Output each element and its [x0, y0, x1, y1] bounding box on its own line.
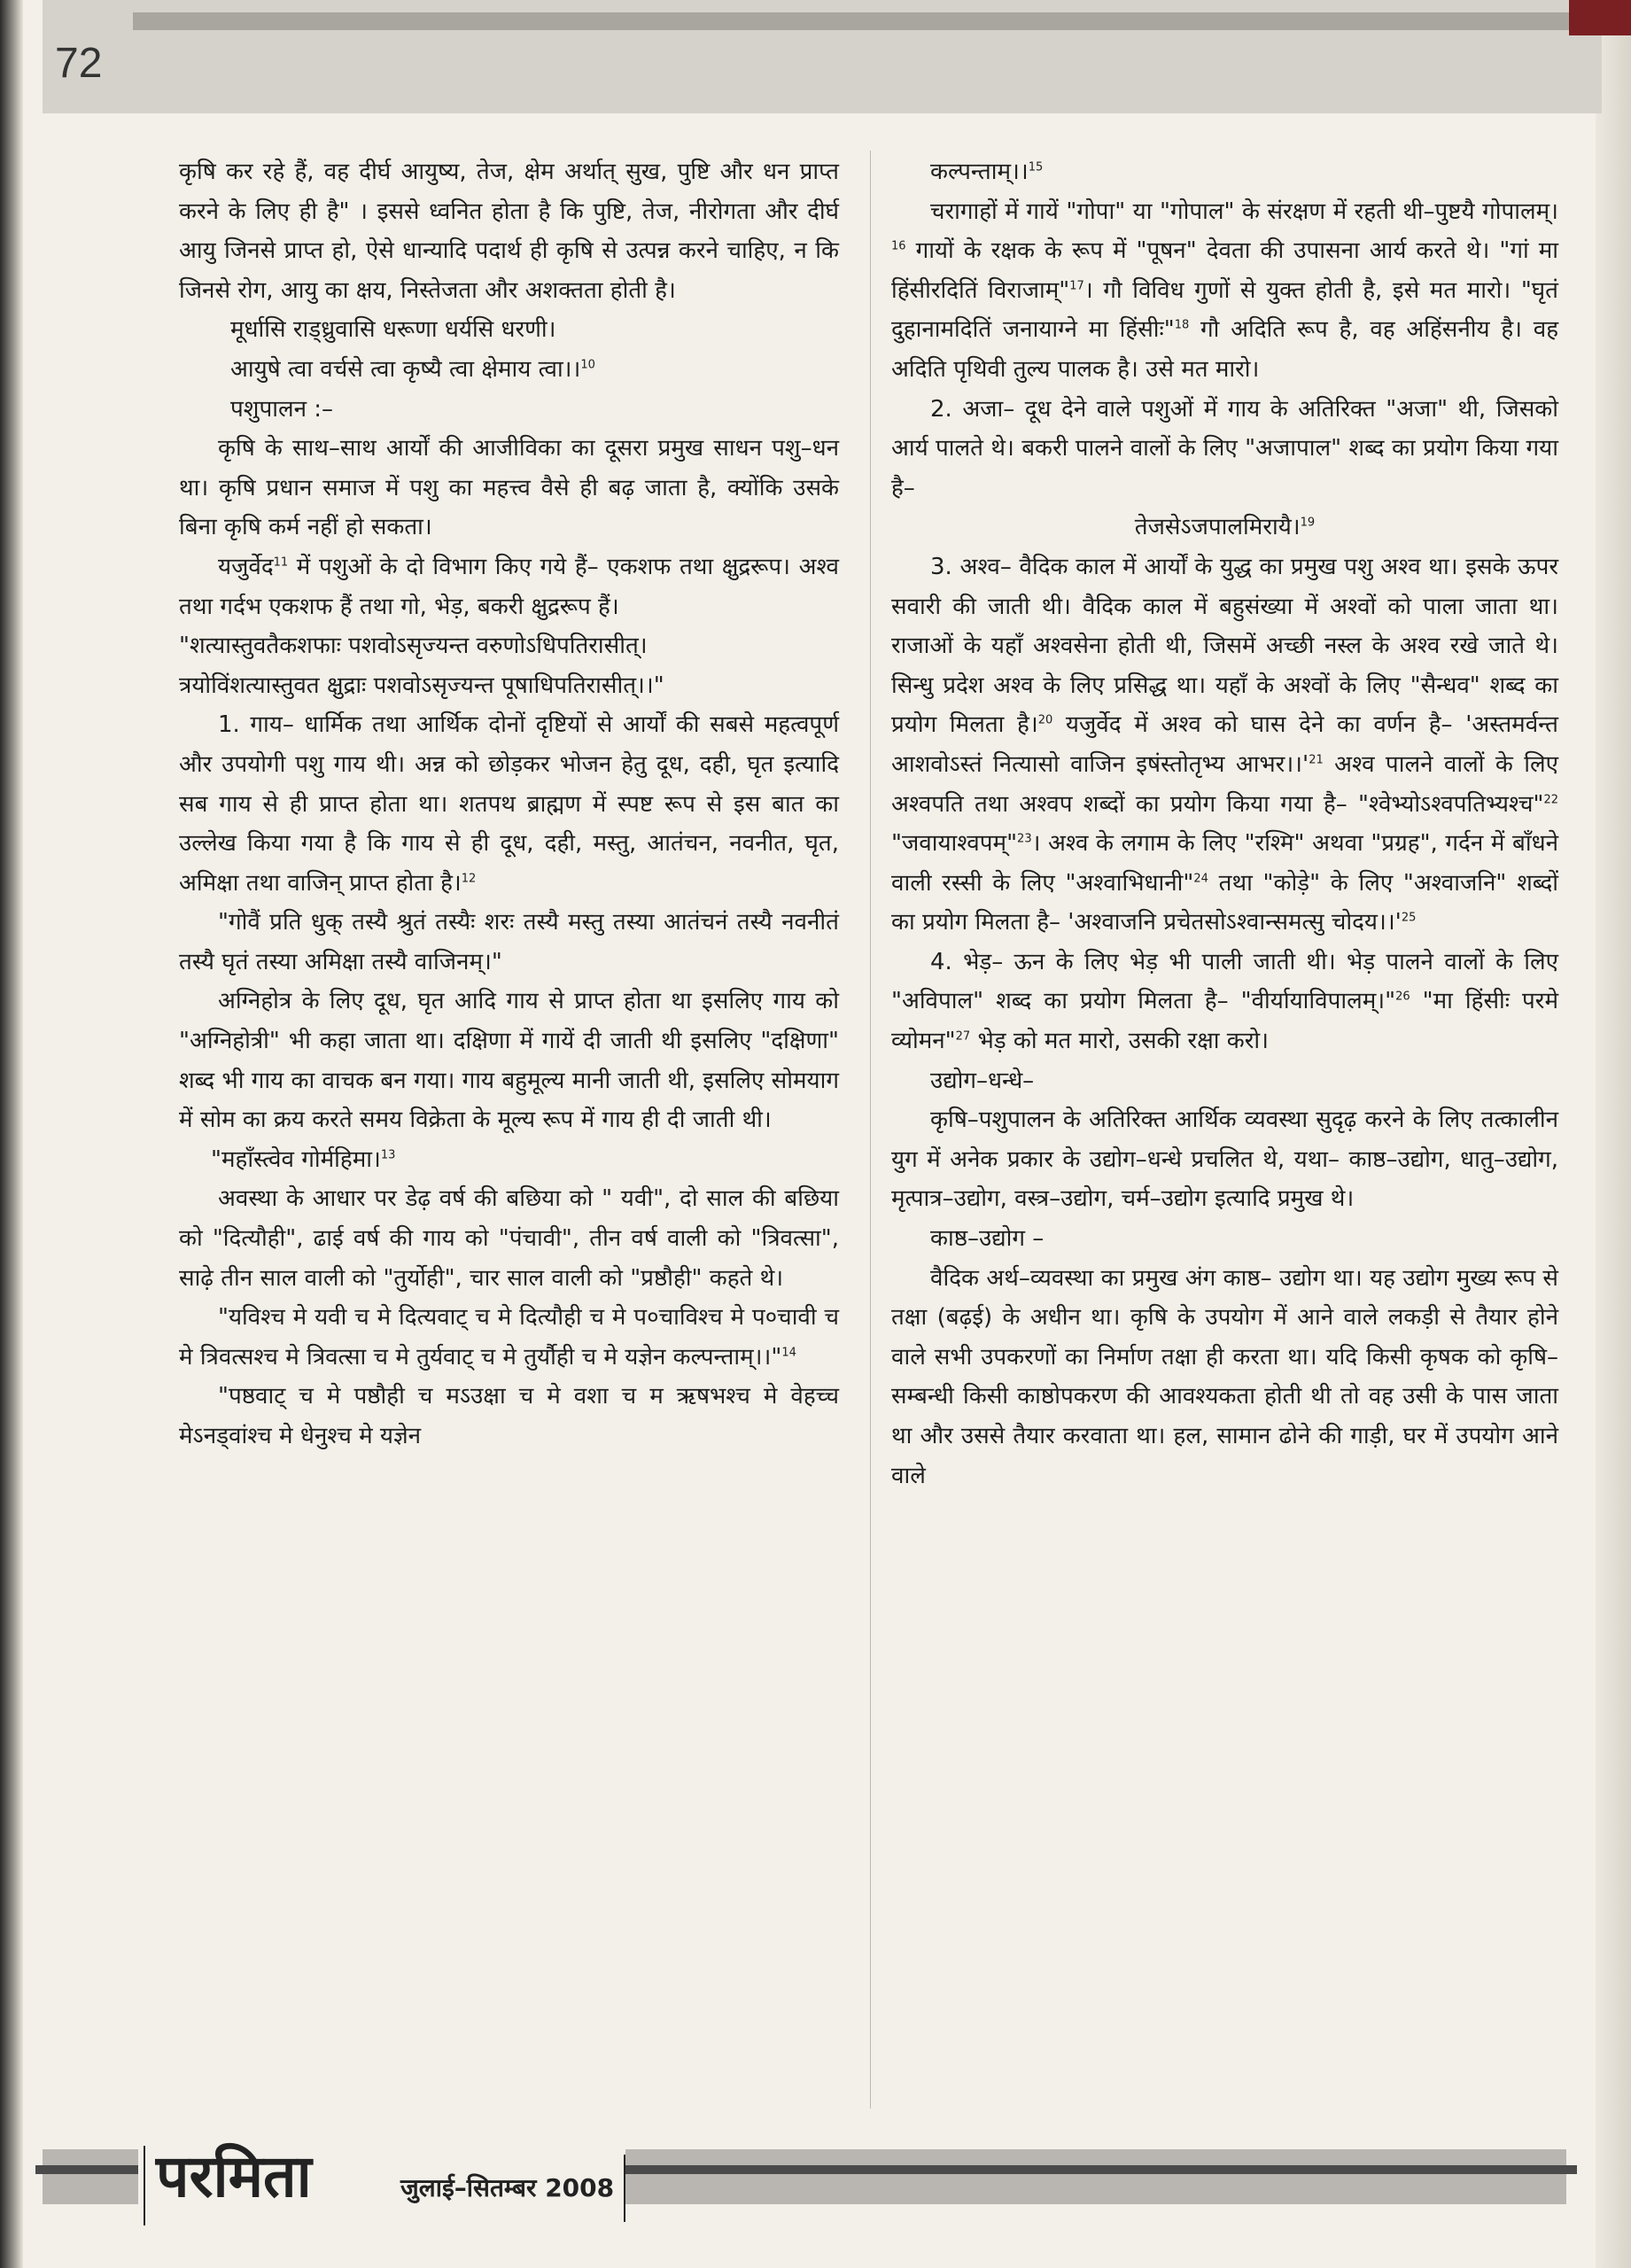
- footnote-ref: 24: [1193, 872, 1208, 886]
- page-number: 72: [55, 40, 103, 87]
- footnote-ref: 18: [1174, 318, 1190, 332]
- sanskrit-quote: तेजसेऽजपालमिरायै।$^{19}$: [1134, 514, 1316, 541]
- sanskrit-verse: मूर्धासि राड्ध्रुवासि धरूणा धर्यसि धरणी।: [230, 316, 556, 344]
- paragraph: 4. भेड़– ऊन के लिए भेड़ भी पाली जाती थी। भेड़ पालने वालों के लिए "अविपाल" शब्द का प्रयोग मिलता है– "वीर्यायाविपालम्।"$^{26}$ "मा हिंसीः परमे व्योमन"$^{27}$ भेड़ को मत मारो, उसकी रक्षा करो।: [891, 948, 1558, 1055]
- sanskrit-quote: "शत्यास्तुवतैकशफाः पशवोऽसृज्यन्त वरुणोऽधिपतिरासीत्।: [179, 633, 648, 660]
- footnote-ref: 14: [781, 1346, 796, 1360]
- footnote-ref: 16: [891, 239, 906, 253]
- page-edge: [1596, 0, 1631, 2268]
- sanskrit-verse: आयुषे त्वा वर्चसे त्वा कृष्यै त्वा क्षेमाय त्वा।।$^{10}$: [230, 355, 595, 383]
- footnote-ref: 11: [273, 555, 289, 570]
- footnote-ref: 19: [1300, 516, 1316, 530]
- paragraph: 3. अश्व– वैदिक काल में आर्यों के युद्ध का प्रमुख पशु अश्व था। इसके ऊपर सवारी की जाती थी। वैदिक काल में बहुसंख्या में अश्वों को पाला जाता था। राजाओं के यहाँ अश्वसेना होती थी, जिसमें अच्छी नस्ल के अश्व रखे जाते थे। सिन्धु प्रदेश अश्व के लिए प्रसिद्ध था। यहाँ के अश्वों के लिए "सैन्धव" शब्द का प्रयोग मिलता है।$^{20}$ यजुर्वेद में अश्व को घास देने का वर्णन है– 'अस्तमर्वन्त आशवोऽस्तं नित्यासो वाजिन इषंस्तोतृभ्य $आभर।।'^{21}$ अश्व पालने वालों के लिए अश्वपति तथा अश्वप शब्दों का प्रयोग किया गया है– "श्वेभ्योऽश्वपतिभ्यश्च"$^{22}$ "जवायाश्वपम्"$^{23}$। अश्व के लगाम के लिए "रश्मि" अथवा "प्रग्रह", गर्दन में बाँधने वाली रस्सी के लिए "अश्वाभिधानी"$^{24}$ तथा "कोड़े" के लिए "अश्वाजनि" शब्दों का प्रयोग मिलता है– 'अश्वाजनि प्रचेतसोऽश्वान्समत्सु $चोदय।।'^{25}$: [891, 553, 1559, 936]
- sanskrit-quote: कल्पन्ताम्।।$^{15}$: [930, 159, 1044, 185]
- footnote-ref: 23: [1017, 832, 1032, 846]
- footnote-ref: 15: [1028, 160, 1044, 175]
- footnote-ref: 13: [380, 1148, 396, 1162]
- paragraph: कृषि के साथ–साथ आर्यों की आजीविका का दूसरा प्रमुख साधन पशु–धन था। कृषि प्रधान समाज में पशु का महत्त्व वैसे ही बढ़ जाता है, क्योंकि उसके बिना कृषि कर्म नहीं हो सकता।: [179, 435, 839, 541]
- footnote-ref: 26: [1395, 990, 1410, 1004]
- footnote-ref: 27: [955, 1029, 971, 1044]
- paragraph: कृषि–पशुपालन के अतिरिक्त आर्थिक व्यवस्था सुदृढ़ करने के लिए तत्कालीन युग में अनेक प्रकार के उद्योग–धन्धे प्रचलित थे, यथा– काष्ठ–उद्योग, धातु–उद्योग, मृत्पात्र–उद्योग, वस्त्र–उद्योग, चर्म–उद्योग इत्यादि प्रमुख थे।: [891, 1107, 1558, 1213]
- paragraph: कृषि कर रहे हैं, वह दीर्घ आयुष्य, तेज, क्षेम अर्थात् सुख, पुष्टि और धन प्राप्त करने के लिए ही है" । इससे ध्वनित होता है कि पुष्टि, तेज, नीरोगता और दीर्घ आयु जिनसे प्राप्त हो, ऐसे धान्यादि पदार्थ ही कृषि से उत्पन्न करने चाहिए, न कि जिनसे रोग, आयु का क्षय, निस्तेजता और अशक्तता होती है।: [179, 159, 839, 304]
- column-divider: [870, 151, 871, 2109]
- sanskrit-quote: "पष्ठवाट् च मे पष्ठौही च मऽउक्षा च मे वशा च म ऋषभश्च मे वेहच्च मेऽनड्वांश्च मे धेनुश्च मे यज्ञेन: [179, 1383, 839, 1449]
- paragraph: 2. अजा– दूध देने वाले पशुओं में गाय के अतिरिक्त "अजा" थी, जिसको आर्य पालते थे। बकरी पालने वालों के लिए "अजापाल" शब्द का प्रयोग किया गया है–: [891, 395, 1558, 501]
- footnote-ref: 22: [1543, 792, 1558, 806]
- section-heading: उद्योग–धन्धे–: [930, 1067, 1035, 1094]
- header-stripe: [133, 12, 1586, 30]
- magazine-title: परमिता: [156, 2142, 312, 2210]
- paragraph: वैदिक अर्थ–व्यवस्था का प्रमुख अंग काष्ठ– उद्योग था। यह उद्योग मुख्य रूप से तक्षा (बढ़ई) के अधीन था। कृषि के उपयोग में आने वाले लकड़ी से तैयार होने वाले सभी उपकरणों का निर्माण तक्षा ही करता था। यदि किसी कृषक को कृषि–सम्बन्धी किसी काष्ठोपकरण की आवश्यकता होती थी तो वह उसी के पास जाता था और उससे तैयार करवाता था। हल, सामान ढोने की गाड़ी, घर में उपयोग आने वाले: [891, 1264, 1558, 1489]
- footnote-ref: 10: [580, 358, 595, 372]
- footnote-ref: 21: [1309, 753, 1324, 767]
- issue-date: जुलाई–सितम्बर 2008: [400, 2173, 615, 2202]
- paragraph: अवस्था के आधार पर डेढ़ वर्ष की बछिया को " यवी", दो साल की बछिया को "दित्यौही", ढाई वर्ष की गाय को "पंचावी", तीन वर्ष वाली को "त्रिवत्सा", साढ़े तीन साल वाली को "तुर्योही", चार साल वाली को "प्रष्ठौही" कहते थे।: [179, 1185, 839, 1292]
- sanskrit-quote: त्रयोविंशत्यास्तुवत क्षुद्राः पशवोऽसृज्यन्त पूषाधिपतिरासीत्।।": [179, 672, 664, 699]
- masthead-rule-right: [624, 2155, 625, 2222]
- paragraph: यजुर्वेद$^{11}$ में पशुओं के दो विभाग किए गये हैं– एकशफ तथा क्षुद्ररूप। अश्व तथा गर्दभ एकशफ हैं तथा गो, भेड़, बकरी क्षुद्ररूप हैं।: [179, 553, 839, 620]
- section-heading: पशुपालन :–: [230, 395, 334, 423]
- left-column: [179, 152, 839, 1456]
- sanskrit-quote: "गोवैं प्रति धुक् तस्यै श्रुतं तस्यैः शरः तस्यै मस्तु तस्या आतंचनं तस्यै नवनीतं तस्यै घृतं तस्या अमिक्षा तस्यै वाजिनम्।": [179, 909, 839, 975]
- right-column: [891, 152, 1558, 1495]
- paragraph: चरागाहों में गायें "गोपा" या "गोपाल" के संरक्षण में रहती थी–पुष्टयै गोपालम्।$^{16}$ गायों के रक्षक के रूप में "पूषन" देवता की उपासना आर्य करते थे। "गां मा हिंसीरदितिं विराजाम्"$^{17}$। गौ विविध गुणों से युक्त होती है, इसे मत मारो। "घृतं दुहानामदितिं जनायाग्ने मा हिंसीः"$^{18}$ गौ अदिति रूप है, वह अहिंसनीय है। वह अदिति पृथिवी तुल्य पालक है। उसे मत मारो।: [891, 198, 1558, 383]
- footnote-ref: 20: [1037, 713, 1053, 727]
- paragraph: अग्निहोत्र के लिए दूध, घृत आदि गाय से प्राप्त होता था इसलिए गाय को "अग्निहोत्री" भी कहा जाता था। दक्षिणा में गायें दी जाती थी इसलिए "दक्षिणा" शब्द भी गाय का वाचक बन गया। गाय बहुमूल्य मानी जाती थी, इसलिए सोमयाग में सोम का क्रय करते समय विक्रेता के मूल्य रूप में गाय ही दी जाती थी।: [179, 988, 839, 1134]
- sanskrit-quote: "यविश्च मे यवी च मे दित्यवाट् च मे दित्यौही च मे प०चाविश्च मे प०चावी च मे त्रिवत्सश्च मे त्रिवत्सा च मे तुर्यवाट् च मे तुर्यौही च मे यज्ञेन कल्पन्ताम्।।"$^{14}$: [179, 1304, 839, 1371]
- paragraph: 1. गाय– धार्मिक तथा आर्थिक दोनों दृष्टियों से आर्यों की सबसे महत्वपूर्ण और उपयोगी पशु गाय थी। अन्न को छोड़कर भोजन हेतु दूध, दही, घृत इत्यादि सब गाय से ही प्राप्त होता था। शतपथ ब्राह्मण में स्पष्ट रूप से इस बात का उल्लेख किया गया है कि गाय से ही दूध, दही, मस्तु, आतंचन, नवनीत, घृत, अमिक्षा तथा वाजिन् प्राप्त होता है।$^{12}$: [179, 711, 839, 897]
- masthead-rule-left: [144, 2146, 145, 2225]
- footnote-ref: 17: [1069, 279, 1084, 293]
- section-heading: काष्ठ–उद्योग –: [930, 1225, 1045, 1253]
- binding-shadow: [0, 0, 23, 2268]
- footnote-ref: 12: [461, 872, 477, 886]
- sanskrit-quote: "महाँस्त्वेव गोर्महिमा।$^{13}$: [211, 1146, 396, 1173]
- footnote-ref: 25: [1401, 911, 1417, 925]
- header-corner: [1569, 0, 1631, 35]
